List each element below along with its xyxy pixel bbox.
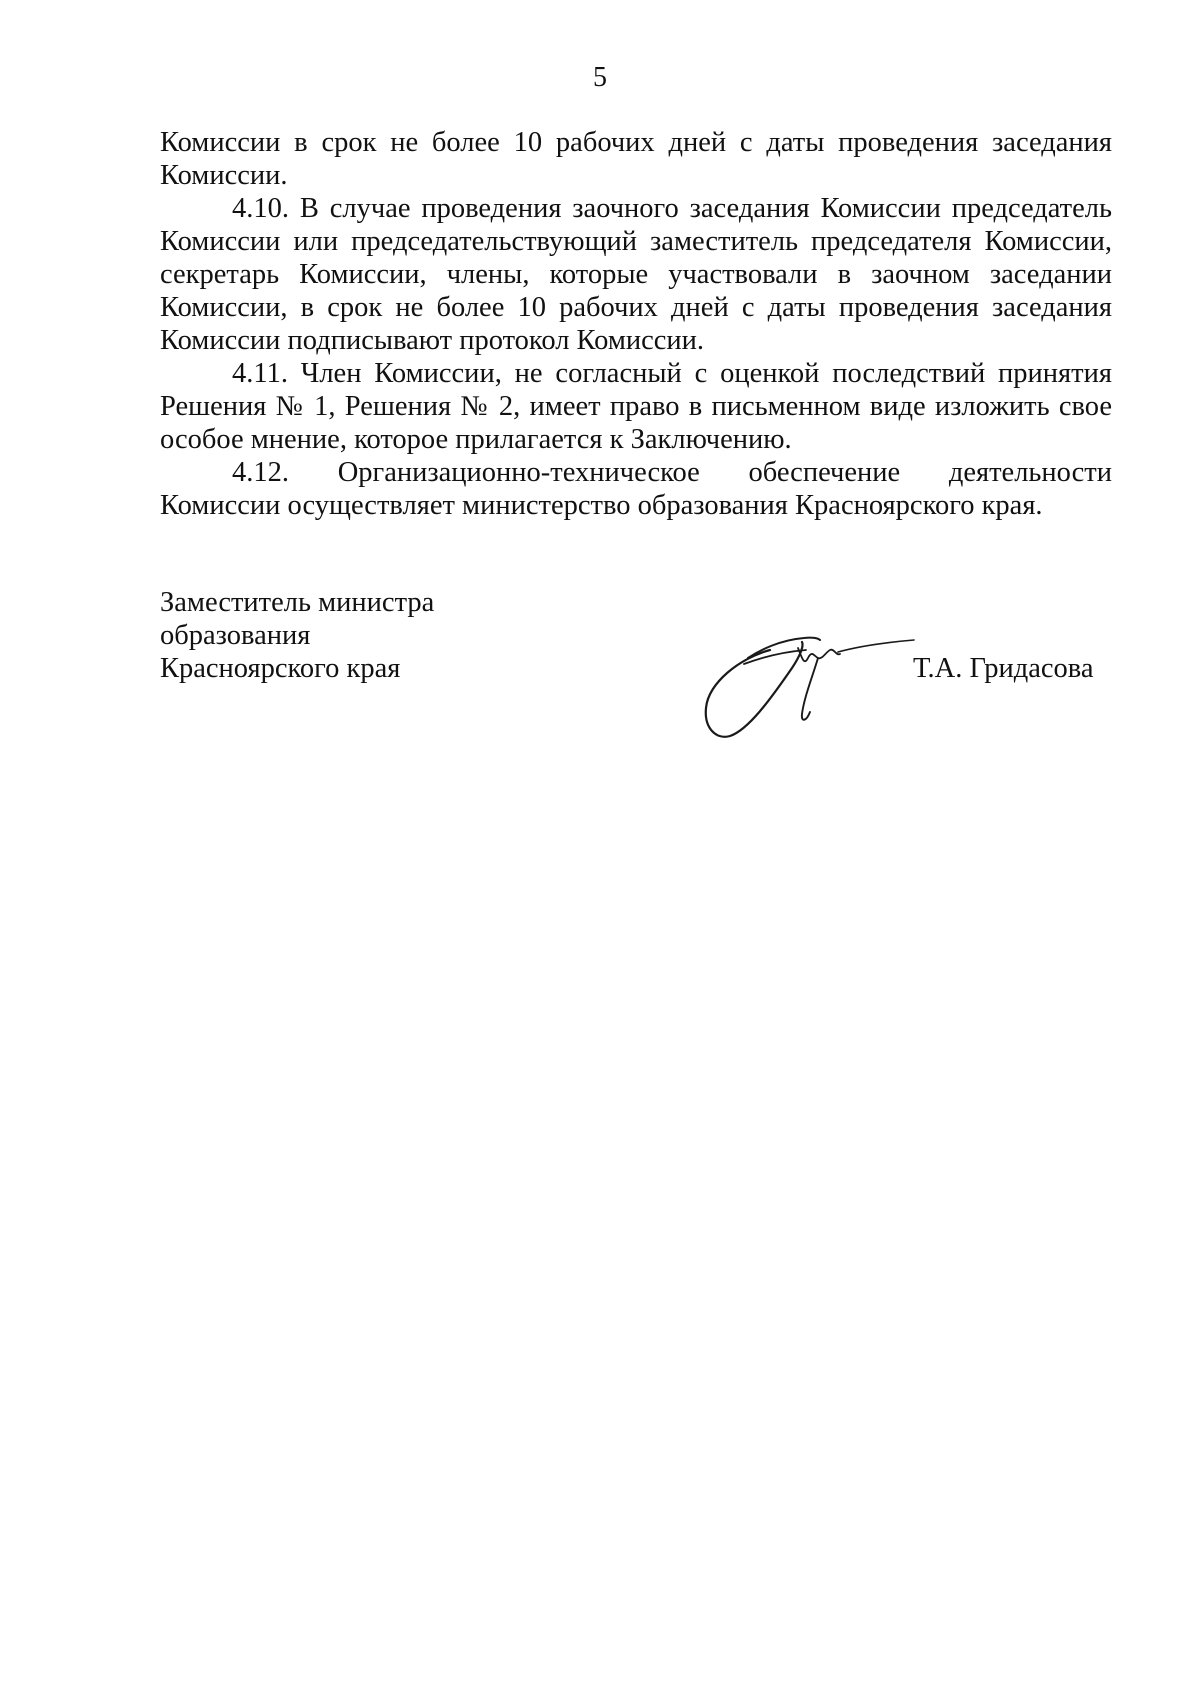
signatory-title-line-3: Красноярского края <box>160 653 401 684</box>
handwritten-signature <box>700 628 920 748</box>
paragraph-4-10: 4.10. В случае проведения заочного заседания Комиссии председатель Комиссии или председательствующий заместитель председателя Комиссии, секретарь Комиссии, члены, которые участвовали в заочном заседании Комиссии, в срок не более 10 рабочих дней с даты проведения заседания Комиссии подписывают протокол Комиссии. <box>160 193 1112 356</box>
signature-stroke-loop <box>706 642 803 737</box>
signature-stroke-trail <box>838 640 914 652</box>
signatory-name: Т.А. Гридасова <box>913 653 1094 684</box>
signature-stroke-tail <box>802 658 818 720</box>
paragraph-continuation: Комиссии в срок не более 10 рабочих дней с даты проведения заседания Комиссии. <box>160 127 1112 191</box>
signatory-title-line-1: Заместитель министра <box>160 587 435 618</box>
paragraph-4-11: 4.11. Член Комиссии, не согласный с оценкой последствий принятия Решения № 1, Решения № 2, имеет право в письменном виде изложить свое особое мнение, которое прилагается к Заключению. <box>160 358 1112 455</box>
document-body <box>160 126 1112 522</box>
signatory-title <box>160 586 434 685</box>
page-number: 5 <box>593 62 607 93</box>
paragraph-4-12-line1: 4.12. Организационно-техническое обеспечение деятельности <box>232 457 1112 488</box>
paragraph-4-12-line2: Комиссии осуществляет министерство образования Красноярского края. <box>160 490 1043 521</box>
signatory-title-line-2: образования <box>160 620 311 651</box>
